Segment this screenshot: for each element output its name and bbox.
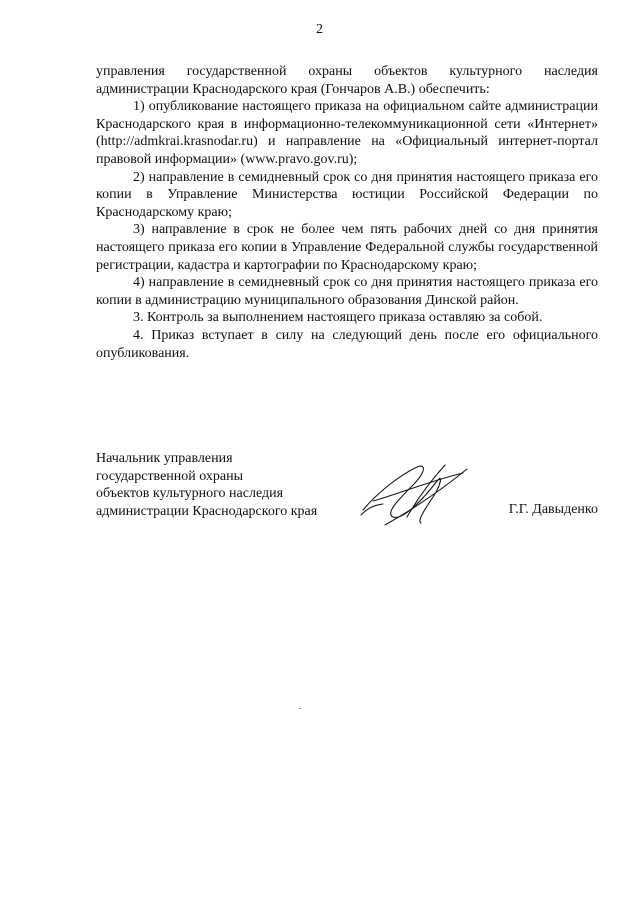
signer-position-line: администрации Краснодарского края <box>96 503 318 519</box>
signer-position-line: государственной охраны <box>96 468 244 484</box>
paragraph-clause-3: 3. Контроль за выполнением настоящего приказа оставляю за собой. <box>133 310 543 326</box>
paragraph-item-3: 3) направление в срок не более чем пять рабочих дней со дня принятия настоящего приказа его копии в Управление Федеральной службы государственной регистрации, кадастра и картографии по Краснодарскому краю; <box>96 222 598 273</box>
paragraph-item-2: 2) направление в семидневный срок со дня принятия настоящего приказа его копии в Управление Министерства юстиции Российской Федерации по Краснодарскому краю; <box>96 169 598 220</box>
page-number: 2 <box>316 22 323 37</box>
signer-position <box>96 450 356 520</box>
paragraph-intro: управления государственной охраны объектов культурного наследия администрации Краснодарского края (Гончаров А.В.) обеспечить: <box>96 64 598 97</box>
document-body <box>96 63 598 362</box>
scan-speck <box>299 708 301 709</box>
paragraph-item-4: 4) направление в семидневный срок со дня принятия настоящего приказа его копии в администрацию муниципального образования Динской район. <box>96 275 598 308</box>
paragraph-item-1: 1) опубликование настоящего приказа на официальном сайте администрации Краснодарского края в информационно-телекоммуникационной сети «Интернет» (http://admkrai.krasnodar.ru) и направление на «Официальный интернет-портал правовой информации» (www.pravo.gov.ru); <box>96 99 598 167</box>
signer-name: Г.Г. Давыденко <box>508 502 598 517</box>
handwritten-signature <box>355 455 475 530</box>
signer-position-line: Начальник управления <box>96 451 233 466</box>
paragraph-clause-4: 4. Приказ вступает в силу на следующий день после его официального опубликования. <box>96 327 598 361</box>
signer-position-line: объектов культурного наследия <box>96 486 284 502</box>
